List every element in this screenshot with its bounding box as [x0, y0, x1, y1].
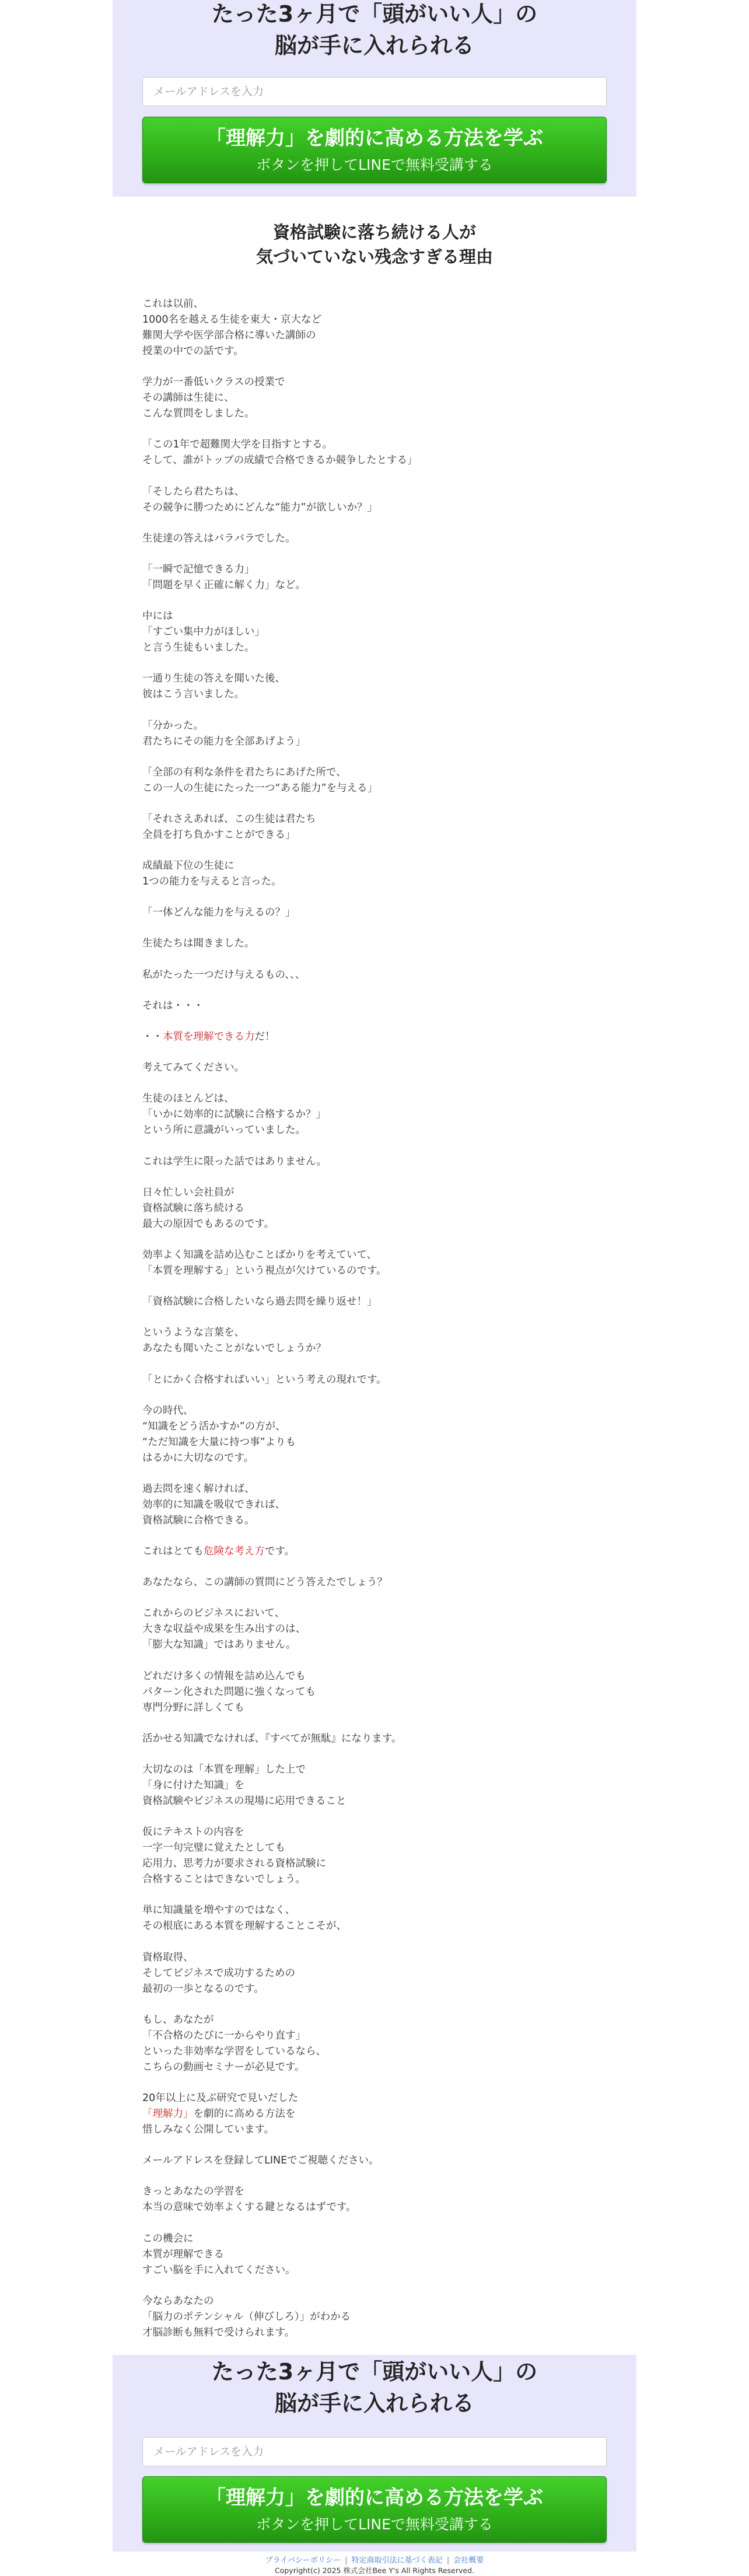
article-line: 授業の中での話です。: [142, 345, 244, 357]
article-line: 生徒のほとんどは、: [142, 1093, 235, 1105]
article-line: はるかに大切なのです。: [142, 1452, 254, 1464]
article-line: 「とにかく合格すればいい」という考えの現れです。: [142, 1373, 387, 1386]
article-paragraph: [142, 484, 609, 516]
article-paragraph: [142, 1606, 609, 1653]
article-line: 活かせる知識でなければ、『すべてが無駄』になります。: [142, 1732, 402, 1745]
article-text: これはとても: [142, 1546, 204, 1558]
line-register-button-label: 「理解力」を劇的に高める方法を学ぶ: [206, 127, 543, 150]
article-line: それは・・・: [142, 999, 204, 1012]
article-line: 「一体どんな能力を与えるの？」: [142, 907, 296, 919]
article-paragraph: [142, 936, 609, 952]
article-line: こんな質問をしました。: [142, 408, 255, 420]
article-line: といった非効率な学習をしているなら、: [142, 2045, 326, 2057]
article-line: 資格試験に合格できる。: [142, 1514, 255, 1526]
article-paragraph: [142, 1325, 609, 1357]
article-paragraph: [142, 1950, 609, 1997]
article-paragraph: [142, 1029, 609, 1045]
article-line: 日々忙しい会社員が: [142, 1186, 235, 1198]
article-line: 20年以上に及ぶ研究で見いだした: [142, 2092, 299, 2104]
article-line: あなたなら、この講師の質問にどう答えたでしょう？: [142, 1577, 387, 1589]
article-line: 「全部の有利な条件を君たちにあげた所で、: [142, 766, 346, 778]
article-title: [113, 220, 636, 269]
article-line: 最大の原因でもあるのです。: [142, 1218, 275, 1230]
article-line: 一字一句完璧に覚えたとしても: [142, 1842, 285, 1854]
article-line: 生徒達の答えはバラバラでした。: [142, 532, 296, 544]
email-input[interactable]: [142, 2437, 607, 2466]
article-line: 今の時代、: [142, 1404, 194, 1417]
article-line: 合格することはできないでしょう。: [142, 1874, 306, 1886]
footer-separator: |: [345, 2556, 348, 2565]
article-line: 「不合格のたびに一からやり直す」: [142, 2029, 306, 2042]
footer: [0, 2556, 749, 2575]
article-line: 今ならあなたの: [142, 2295, 214, 2307]
article-line: パターン化された問題に強くなっても: [142, 1686, 316, 1698]
article-line: 「いかに効率的に試験に合格するか？」: [142, 1109, 326, 1121]
article-line: 「問題を早く正確に解く力」など。: [142, 579, 306, 591]
article-paragraph: [142, 1403, 609, 1466]
article-line: 惜しみなく公開しています。: [142, 2123, 275, 2135]
article-line: 資格試験に落ち続ける: [142, 1202, 244, 1214]
article-line: 大切なのは「本質を理解」した上で: [142, 1764, 306, 1775]
article-paragraph: [142, 1294, 609, 1310]
article-line: 「この1年で超難関大学を目指すとする。: [142, 439, 333, 451]
article-line: 彼はこう言いました。: [142, 688, 244, 701]
cta-headline-line1: たった3ヶ月で「頭がいい人」の: [211, 2359, 538, 2385]
article-paragraph: [142, 2231, 609, 2278]
article-text: を劇的に高める方法を: [193, 2107, 296, 2120]
article-paragraph: [142, 858, 609, 890]
article-paragraph: [142, 1544, 609, 1560]
line-register-button-sublabel: ボタンを押してLINEで無料受講する: [256, 156, 493, 173]
emphasis-text: 「理解力」: [142, 2107, 194, 2120]
article-body: [142, 296, 609, 2356]
article-paragraph: [142, 765, 609, 796]
article-paragraph: [142, 1372, 609, 1388]
article-title-line2: 気づいていない残念すぎる理由: [256, 247, 493, 267]
article-line: 中には: [142, 610, 173, 623]
article-text: だ！: [254, 1031, 275, 1043]
article-line: [142, 1029, 609, 1045]
article-line: 私がたった一つだけ与えるもの、、、: [142, 969, 306, 981]
article-line: [142, 1544, 609, 1560]
article-line: その競争に勝つためにどんな“能力”が欲しいか？」: [142, 501, 378, 513]
article-line: 「脳力のポテンシャル（伸びしろ）」がわかる: [142, 2311, 351, 2323]
footer-separator: |: [446, 2556, 450, 2565]
article-line: 資格試験やビジネスの現場に応用できること: [142, 1795, 346, 1807]
article-line: 最初の一歩となるのです。: [142, 1983, 264, 1995]
article-line: すごい脳を手に入れてください。: [142, 2264, 296, 2276]
article-paragraph: [142, 1669, 609, 1716]
article-line: 過去問を速く解ければ、: [142, 1483, 255, 1495]
article-line: これは学生に限った話ではありません。: [142, 1155, 327, 1168]
copyright: Copyright(c) 2025 株式会社Bee Y's All Rights Reserved.: [275, 2566, 474, 2575]
article-line: この一人の生徒にたった一つ“ある能力”を与える」: [142, 782, 378, 794]
article-paragraph: [142, 2091, 609, 2138]
article-line: 君たちにその能力を全部あげよう」: [142, 735, 306, 747]
cta-headline: [113, 0, 636, 61]
cta-headline-line2: 脳が手に入れられる: [274, 33, 474, 58]
article-paragraph: [142, 1481, 609, 1529]
article-text: です。: [265, 1546, 295, 1558]
article-line: 一通り生徒の答えを聞いた後、: [142, 673, 285, 685]
article-line: 「身に付けた知識」を: [142, 1780, 244, 1791]
article-line: 生徒たちは聞きました。: [142, 938, 255, 950]
cta-headline-line2: 脳が手に入れられる: [274, 2390, 474, 2416]
cta-headline: [113, 2356, 636, 2419]
article-line: 「それさえあれば、この生徒は君たち: [142, 813, 316, 825]
article-paragraph: [142, 1824, 609, 1888]
line-register-button[interactable]: [142, 2476, 607, 2543]
article-line: 考えてみてください。: [142, 1062, 244, 1074]
article-line: 効率よく知識を詰め込むことばかりを考えていて、: [142, 1249, 377, 1261]
article-line: これからのビジネスにおいて、: [142, 1607, 285, 1620]
article-paragraph: [142, 2012, 609, 2075]
article-paragraph: [142, 1762, 609, 1809]
article-line: “知識をどう活かすか”の方が、: [142, 1420, 286, 1432]
tokushoho-link[interactable]: 特定商取引法に基づく表記: [351, 2556, 443, 2565]
article-line: 資格取得、: [142, 1951, 194, 1963]
article-line: “ただ知識を大量に持つ事”よりも: [142, 1436, 296, 1448]
article-line: という所に意識がいっていました。: [142, 1124, 306, 1137]
article-paragraph: [142, 296, 609, 359]
article-line: 本質が理解できる: [142, 2248, 224, 2260]
article-line: 「膨大な知識」ではありません。: [142, 1639, 296, 1651]
article-line: 大きな収益や成果を生み出すのは、: [142, 1623, 306, 1635]
article-line: [142, 2106, 609, 2122]
article-paragraph: [142, 1091, 609, 1138]
article-line: 「そしたら君たちは、: [142, 485, 244, 498]
cta-section-top: [113, 0, 636, 197]
article-line: 「すごい集中力がほしい」: [142, 626, 265, 638]
article-line: 応用力、思考力が要求される資格試験に: [142, 1858, 326, 1870]
article-line: そして、誰がトップの成績で合格できるか競争したとする」: [142, 455, 418, 467]
article-paragraph: [142, 905, 609, 921]
article-line: その講師は生徒に、: [142, 392, 235, 404]
article-paragraph: [142, 718, 609, 750]
article-line: きっとあなたの学習を: [142, 2186, 244, 2198]
article-line: 単に知識量を増やすのではなく、: [142, 1904, 296, 1917]
article-line: もし、あなたが: [142, 2014, 214, 2026]
article-line: 成績最下位の生徒に: [142, 860, 235, 872]
article-line: 1つの能力を与えると言った。: [142, 876, 282, 888]
article-line: 専門分野に詳しくても: [142, 1701, 244, 1714]
article-line: 「分かった。: [142, 719, 204, 732]
article-line: どれだけ多くの情報を詰め込んでも: [142, 1670, 306, 1682]
line-register-button[interactable]: [142, 117, 607, 183]
article-paragraph: [142, 998, 609, 1014]
article-line: 効率的に知識を吸収できれば、: [142, 1498, 285, 1511]
article-paragraph: [142, 1731, 609, 1747]
article-paragraph: [142, 531, 609, 547]
article-paragraph: [142, 2184, 609, 2215]
article-line: と言う生徒もいました。: [142, 642, 255, 654]
article-line: 1000名を越える生徒を東大・京大など: [142, 314, 322, 326]
emphasis-text: 危険な考え方: [204, 1546, 265, 1558]
article-line: 難関大学や医学部合格に導いた講師の: [142, 330, 316, 341]
article-paragraph: [142, 437, 609, 469]
article-line: これは以前、: [142, 298, 204, 310]
article-line: 学力が一番低いクラスの授業で: [142, 376, 285, 389]
privacy-policy-link[interactable]: プライバシーポリシー: [265, 2556, 341, 2565]
article-paragraph: [142, 609, 609, 656]
article-line: その根底にある本質を理解することこそが、: [142, 1920, 346, 1932]
cta-section-bottom: [113, 2355, 636, 2551]
line-register-button-label: 「理解力」を劇的に高める方法を学ぶ: [206, 2486, 543, 2509]
article-paragraph: [142, 1575, 609, 1591]
article-paragraph: [142, 1185, 609, 1232]
email-input[interactable]: [142, 77, 607, 106]
article-line: そしてビジネスで成功するための: [142, 1967, 295, 1979]
article-paragraph: [142, 1903, 609, 1934]
article-line: こちらの動画セミナーが必見です。: [142, 2061, 305, 2073]
article-paragraph: [142, 1060, 609, 1076]
article-paragraph: [142, 375, 609, 422]
article-text: ・・: [142, 1031, 163, 1043]
company-info-link[interactable]: 会社概要: [453, 2556, 484, 2565]
article-paragraph: [142, 2294, 609, 2341]
article-line: というような言葉を、: [142, 1327, 244, 1339]
emphasis-text: 本質を理解できる力: [163, 1031, 255, 1043]
footer-links: [0, 2556, 749, 2565]
article-paragraph: [142, 2153, 609, 2169]
article-line: 全員を打ち負かすことができる」: [142, 829, 296, 841]
article-paragraph: [142, 671, 609, 702]
article-line: 仮にテキストの内容を: [142, 1826, 244, 1838]
article-paragraph: [142, 1154, 609, 1170]
article-line: 「一瞬で記憶できる力」: [142, 563, 255, 575]
cta-headline-line1: たった3ヶ月で「頭がいい人」の: [211, 1, 538, 27]
article-paragraph: [142, 562, 609, 593]
article-line: メールアドレスを登録してLINEでご視聴ください。: [142, 2155, 379, 2167]
article-paragraph: [142, 812, 609, 843]
article-line: この機会に: [142, 2232, 194, 2245]
article-line: 「本質を理解する」という視点が欠けているのです。: [142, 1264, 387, 1277]
line-register-button-sublabel: ボタンを押してLINEで無料受講する: [256, 2516, 493, 2533]
article-paragraph: [142, 1247, 609, 1279]
article-line: 才脳診断も無料で受けられます。: [142, 2326, 295, 2339]
article-paragraph: [142, 967, 609, 983]
article-line: あなたも聞いたことがないでしょうか？: [142, 1343, 326, 1355]
article-line: 「資格試験に合格したいなら過去問を繰り返せ！」: [142, 1296, 377, 1308]
article-title-line1: 資格試験に落ち続ける人が: [272, 222, 476, 242]
article-line: 本当の意味で効率よくする鍵となるはずです。: [142, 2201, 356, 2214]
